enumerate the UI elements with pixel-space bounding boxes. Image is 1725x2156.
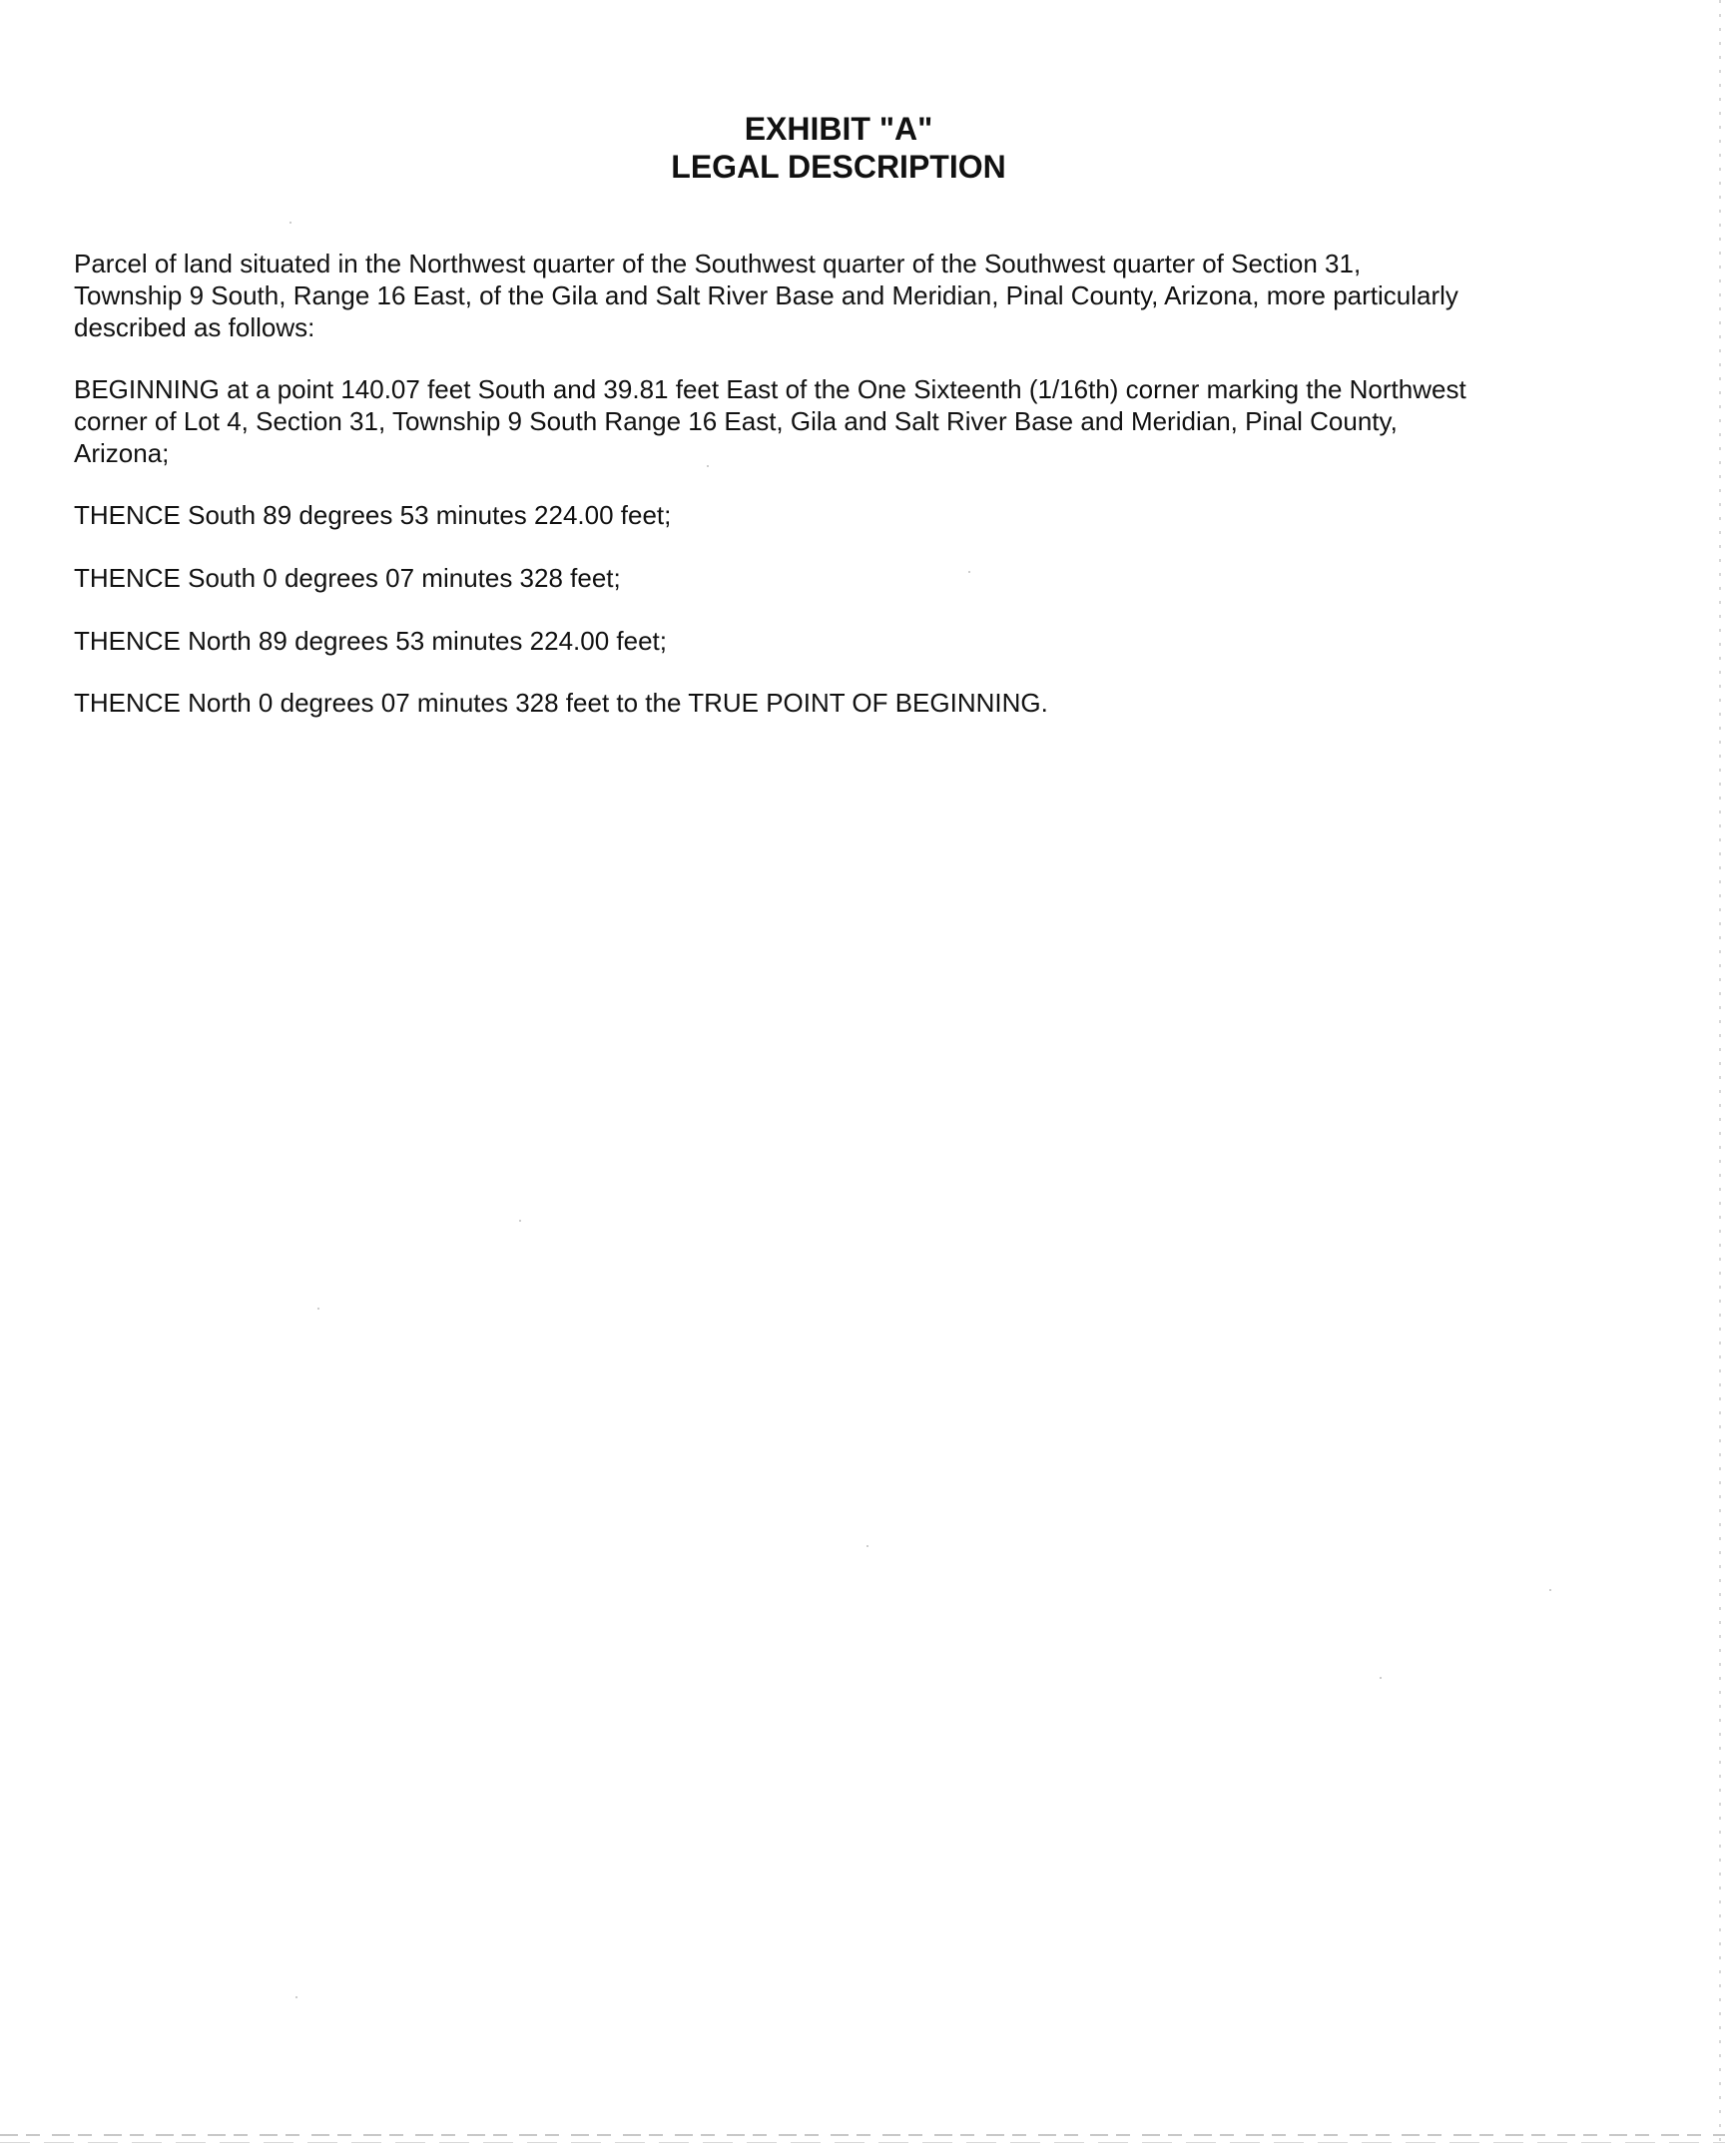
scan-edge-bottom bbox=[0, 2134, 1725, 2136]
text-line: BEGINNING at a point 140.07 feet South and 39.81 feet East of the One Sixteenth (1/16th) corner marking the Northwest bbox=[74, 374, 1466, 404]
thence-paragraph-4 bbox=[74, 687, 1611, 719]
text-line: THENCE South 0 degrees 07 minutes 328 feet; bbox=[74, 563, 621, 593]
scan-speck bbox=[289, 222, 291, 224]
legal-description-title: LEGAL DESCRIPTION bbox=[671, 149, 1006, 185]
text-line: corner of Lot 4, Section 31, Township 9 South Range 16 East, Gila and Salt River Base and Meridian, Pinal County, bbox=[74, 406, 1398, 436]
text-line: described as follows: bbox=[74, 312, 315, 342]
scan-speck bbox=[866, 1545, 868, 1547]
text-line: THENCE North 89 degrees 53 minutes 224.00 feet; bbox=[74, 626, 667, 656]
scan-speck bbox=[1380, 1677, 1382, 1679]
scan-speck bbox=[968, 571, 970, 573]
parcel-paragraph bbox=[74, 248, 1611, 343]
scan-edge-right bbox=[1719, 0, 1721, 2146]
thence-paragraph-2 bbox=[74, 562, 1611, 594]
exhibit-title: EXHIBIT "A" bbox=[744, 111, 933, 147]
thence-paragraph-3 bbox=[74, 625, 1611, 657]
scan-speck bbox=[317, 1308, 319, 1310]
scan-speck bbox=[1549, 1589, 1551, 1591]
scan-speck bbox=[295, 1996, 297, 1998]
scan-edge-bottom-secondary bbox=[0, 2142, 1725, 2143]
scan-speck bbox=[707, 465, 709, 467]
text-line: Township 9 South, Range 16 East, of the Gila and Salt River Base and Meridian, Pinal County, Arizona, more particularly bbox=[74, 280, 1458, 310]
text-line: Arizona; bbox=[74, 438, 170, 468]
beginning-paragraph bbox=[74, 373, 1611, 469]
text-line: THENCE North 0 degrees 07 minutes 328 feet to the TRUE POINT OF BEGINNING. bbox=[74, 688, 1048, 718]
thence-paragraph-1 bbox=[74, 499, 1611, 531]
text-line: Parcel of land situated in the Northwest quarter of the Southwest quarter of the Southwest quarter of Section 31, bbox=[74, 249, 1362, 278]
text-line: THENCE South 89 degrees 53 minutes 224.00 feet; bbox=[74, 500, 672, 530]
scan-speck bbox=[519, 1220, 521, 1222]
